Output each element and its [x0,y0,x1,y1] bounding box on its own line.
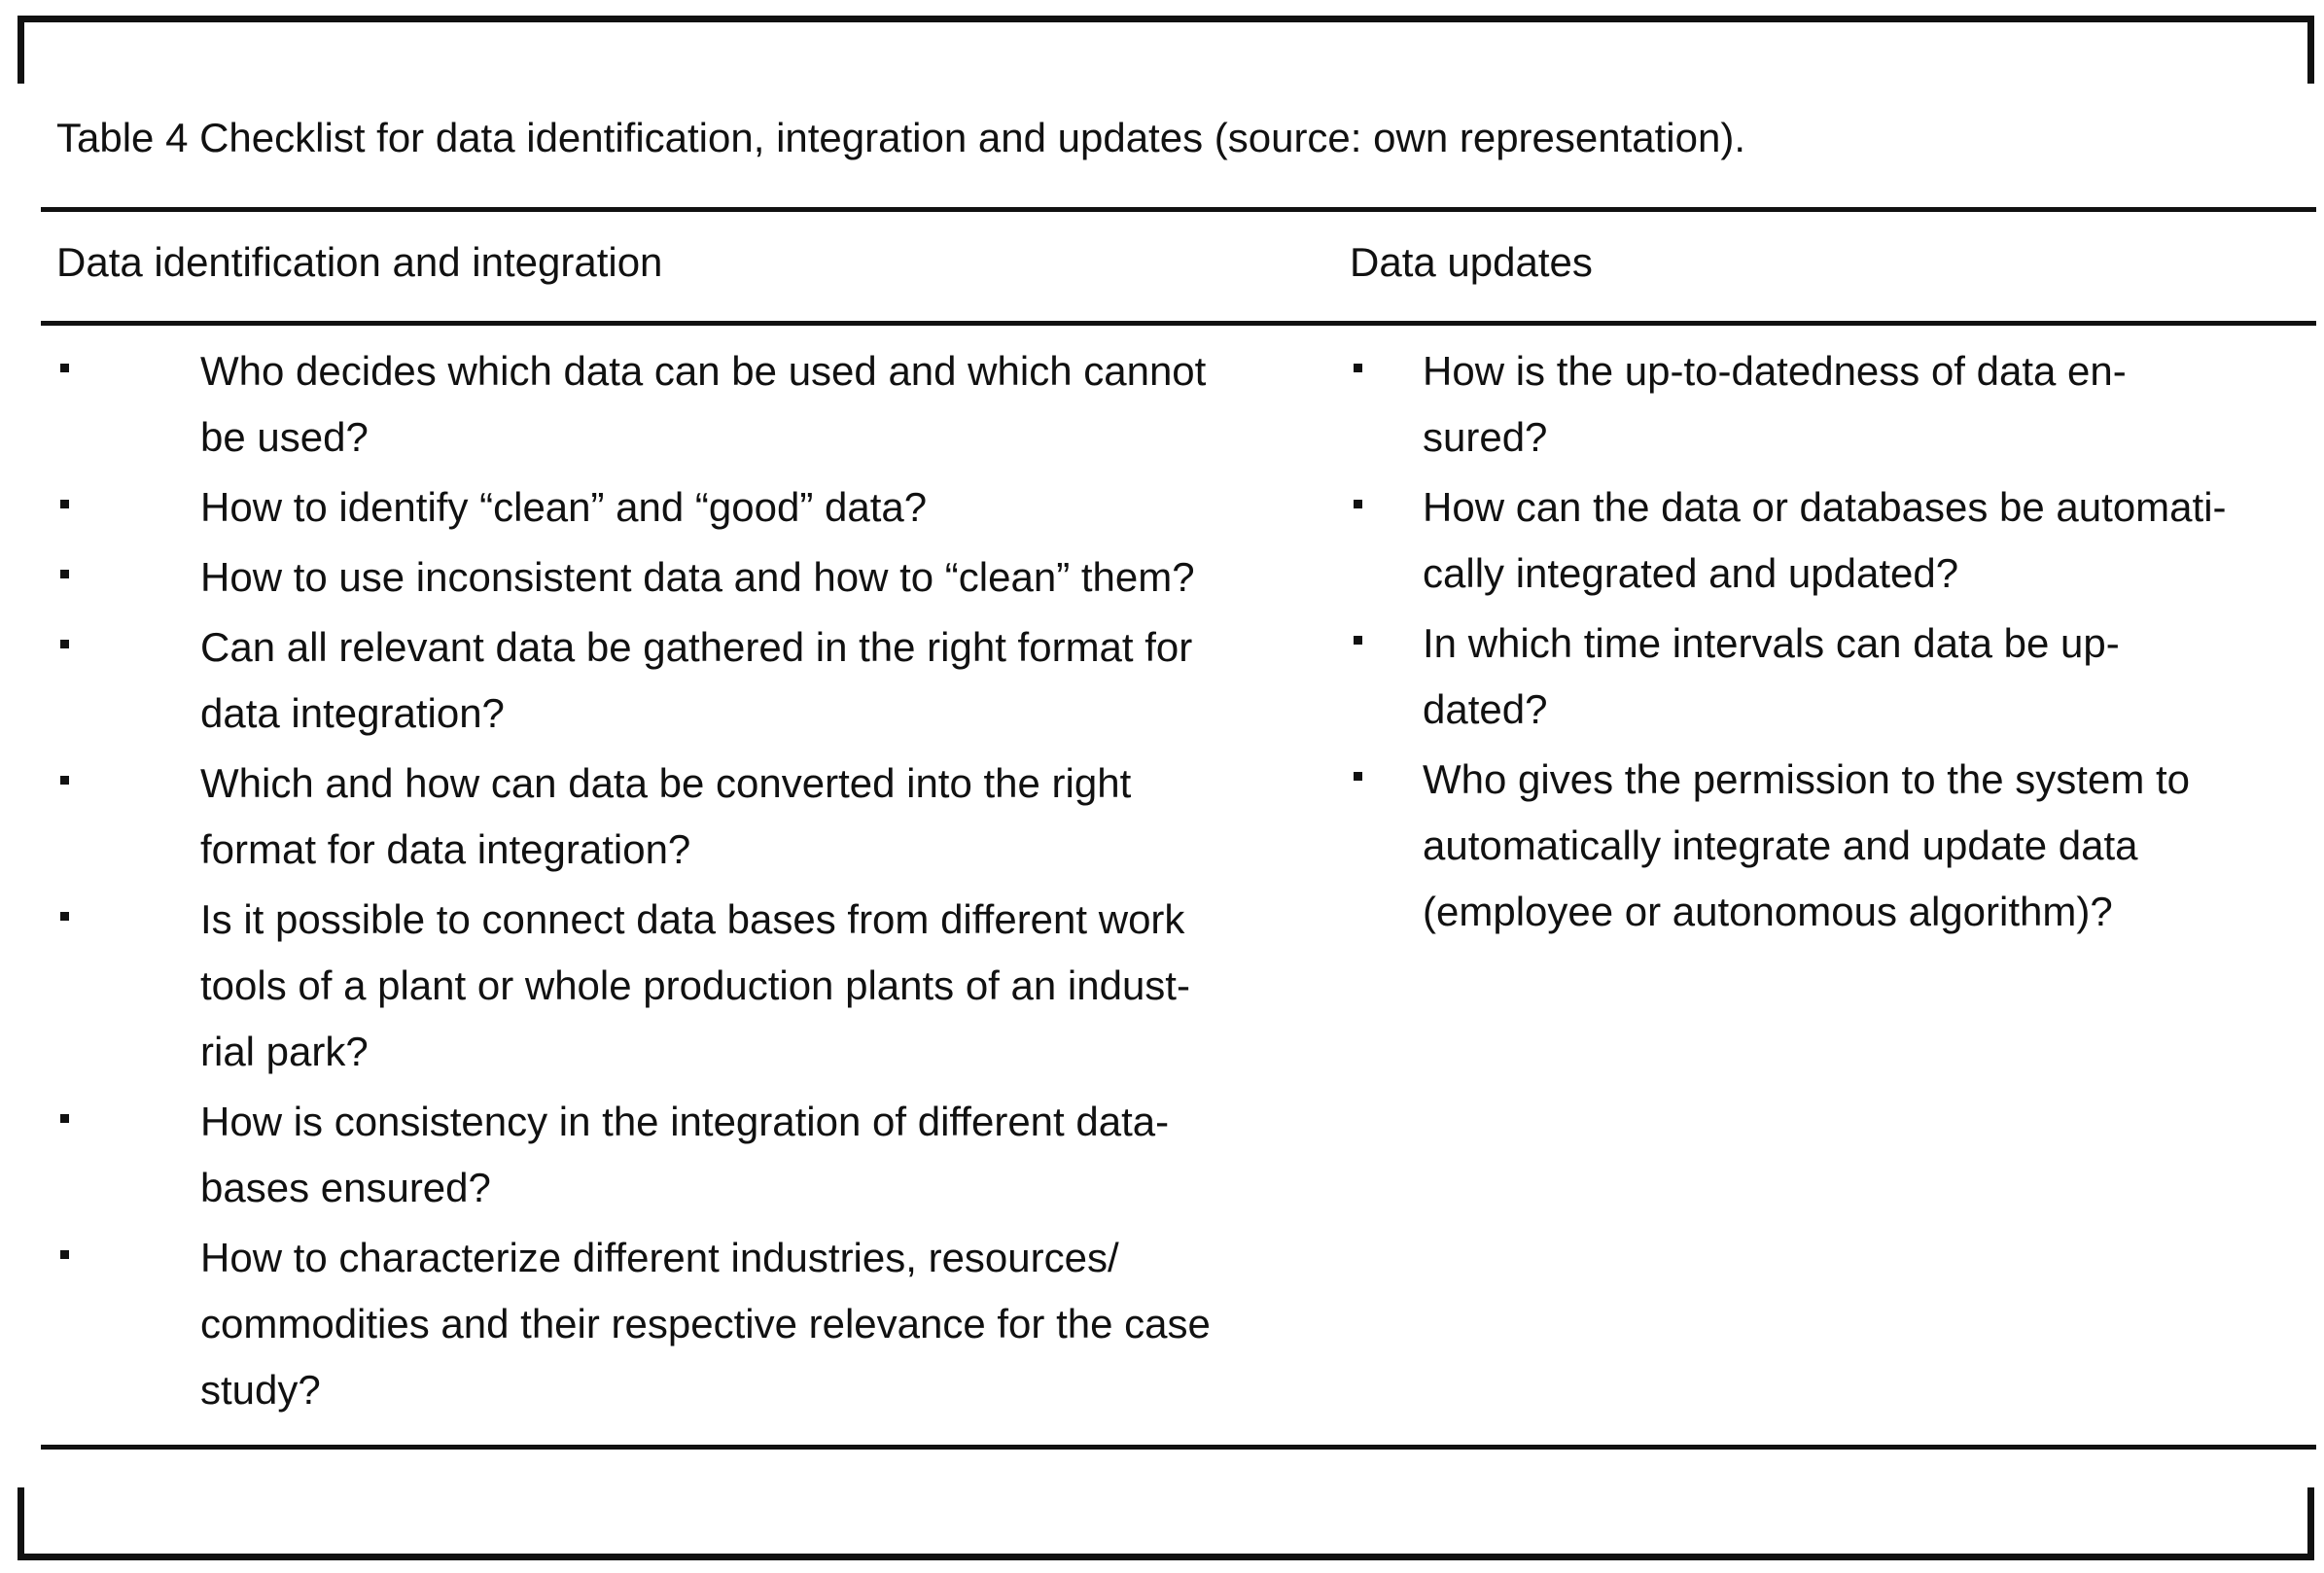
list-item [1350,338,2303,471]
bullet-square-icon [1354,500,1362,508]
list-item [56,887,1311,1085]
bullet-square-icon [60,640,69,648]
list-item [56,751,1311,883]
list-item [1350,747,2303,945]
bullet-square-icon [1354,364,1362,372]
bullet-square-icon [1354,772,1362,781]
list-item-text: How is consistency in the integration of different data- bases ensured? [200,1099,1170,1210]
list-item [56,1225,1311,1423]
list-item-text: Who decides which data can be used and which cannot be used? [200,348,1207,460]
column-header-data-updates: Data updates [1350,239,1593,285]
bullet-square-icon [60,776,69,785]
right-checklist [1350,338,2303,949]
list-item [56,614,1311,747]
list-item-text: How to characterize different industries, resources/ commodities and their respective relevance for the case study? [200,1235,1211,1413]
list-item [56,1089,1311,1221]
list-item [56,544,1311,611]
table-caption: Table 4 Checklist for data identification, integration and updates (source: own representation). [56,115,1746,160]
list-item [1350,474,2303,607]
bullet-square-icon [60,570,69,578]
bullet-square-icon [60,364,69,372]
list-item-text: Who gives the permission to the system to automatically integrate and update data (employee or autonomous algorithm)? [1423,756,2190,934]
bullet-square-icon [60,1114,69,1123]
frame-bottom-bracket [18,1487,2314,1560]
table-header-rule [41,321,2316,326]
list-item-text: How to identify “clean” and “good” data? [200,484,928,530]
list-item [1350,611,2303,743]
list-item-text: Which and how can data be converted into the right format for data integration? [200,760,1132,872]
frame-top-bracket [18,16,2314,84]
list-item-text: How can the data or databases be automati- cally integrated and updated? [1423,484,2227,596]
column-header-data-identification: Data identification and integration [56,239,663,285]
bullet-square-icon [60,500,69,508]
list-item [56,474,1311,541]
list-item-text: Is it possible to connect data bases from different work tools of a plant or whole production plants of an indust- rial park? [200,896,1190,1074]
list-item-text: In which time intervals can data be up- dated? [1423,620,2120,732]
list-item-text: How is the up-to-datedness of data en- sured? [1423,348,2127,460]
list-item-text: How to use inconsistent data and how to “clean” them? [200,554,1195,600]
list-item-text: Can all relevant data be gathered in the right format for data integration? [200,624,1193,736]
bullet-square-icon [60,912,69,921]
bullet-square-icon [1354,636,1362,645]
table-top-rule [41,207,2316,212]
table-bottom-rule [41,1445,2316,1450]
list-item [56,338,1311,471]
left-checklist [56,338,1311,1427]
bullet-square-icon [60,1250,69,1259]
